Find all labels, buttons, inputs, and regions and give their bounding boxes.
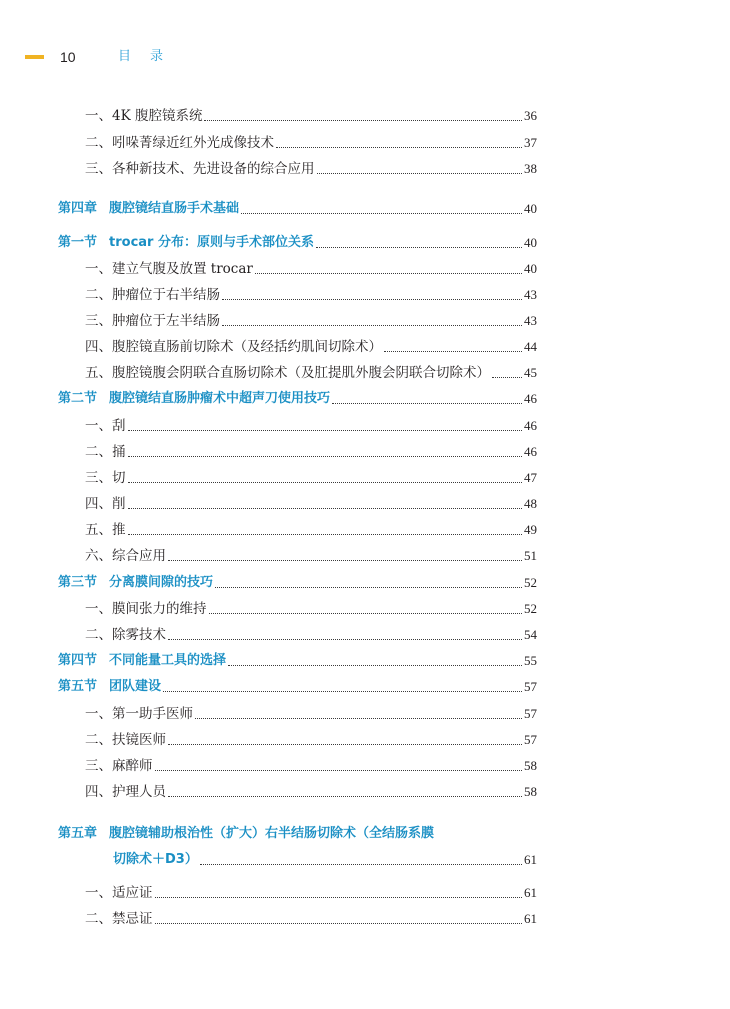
toc-page-number: 52 [524, 601, 537, 616]
toc-entry-inner [85, 259, 537, 279]
toc-leader-dots [276, 147, 522, 148]
toc-entry-sub[interactable] [0, 730, 730, 750]
toc-page-number: 58 [524, 784, 537, 799]
toc-page-number: 43 [524, 287, 537, 302]
toc-entry-inner [85, 106, 537, 126]
toc-page-number: 38 [524, 161, 537, 176]
toc-entry-section[interactable] [0, 651, 730, 671]
toc-page-number: 43 [524, 313, 537, 328]
toc-entry-sub[interactable] [0, 520, 730, 540]
toc-entry-text [85, 416, 126, 436]
toc-entry-text [58, 573, 213, 593]
toc-entry-sub[interactable] [0, 756, 730, 776]
toc-entry-title: 腹腔镜结直肠手术基础 [109, 201, 240, 216]
toc-leader-dots [222, 325, 522, 326]
toc-page-number: 61 [524, 885, 537, 900]
toc-leader-dots [168, 796, 522, 797]
toc-page-number: 47 [524, 470, 537, 485]
toc-entry-sub[interactable] [0, 311, 730, 331]
toc-entry-title: 三、切 [85, 470, 126, 486]
toc-entry-inner [85, 133, 537, 153]
toc-entry-text [85, 311, 220, 331]
toc-entry-inner [85, 494, 537, 514]
toc-entry-sub[interactable] [0, 468, 730, 488]
toc-entry-inner [85, 468, 537, 488]
toc-entry-inner [85, 782, 537, 802]
toc-page-number: 40 [524, 261, 537, 276]
toc-entry-label: 第五节 [58, 679, 98, 694]
toc-entry-sub[interactable] [0, 106, 730, 126]
toc-page-number: 37 [524, 135, 537, 150]
toc-leader-dots [384, 351, 522, 352]
toc-entry-text [85, 782, 166, 802]
toc-leader-dots [128, 534, 523, 535]
toc-entry-sub[interactable] [0, 546, 730, 566]
toc-leader-dots [241, 213, 522, 214]
toc-page-number: 61 [524, 852, 537, 867]
toc-entry-text [85, 259, 253, 279]
toc-entry-inner [85, 756, 537, 776]
toc-leader-dots [492, 377, 522, 378]
toc-entry-text [85, 883, 153, 903]
toc-page-number: 49 [524, 522, 537, 537]
toc-entry-title: 不同能量工具的选择 [109, 653, 227, 668]
header-accent-bar [25, 55, 44, 59]
toc-entry-inner [85, 285, 537, 305]
toc-leader-dots [168, 744, 522, 745]
toc-entry-title: 三、麻醉师 [85, 758, 153, 774]
toc-page-number: 51 [524, 548, 537, 563]
toc-leader-dots [209, 613, 523, 614]
toc-entry-sub[interactable] [0, 259, 730, 279]
toc-entry-text [85, 599, 207, 619]
toc-entry-inner [85, 599, 537, 619]
toc-entry-inner [58, 233, 537, 253]
toc-entry-sub[interactable] [0, 494, 730, 514]
toc-entry-text [85, 546, 166, 566]
toc-entry-title: 团队建设 [109, 679, 162, 694]
toc-entry-sub[interactable] [0, 625, 730, 645]
toc-leader-dots [168, 639, 522, 640]
toc-entry-text [85, 442, 126, 462]
toc-entry-text [85, 520, 126, 540]
toc-entry-title: 一、4K 腹腔镜系统 [85, 108, 203, 124]
toc-entry-inner [85, 442, 537, 462]
toc-page-number: 57 [524, 732, 537, 747]
toc-entry-title: 四、腹腔镜直肠前切除术（及经括约肌间切除术） [85, 339, 382, 355]
toc-entry-section[interactable] [0, 389, 730, 409]
toc-page-number: 46 [524, 391, 537, 406]
toc-page-number: 61 [524, 911, 537, 926]
toc-entry-section[interactable] [0, 233, 730, 253]
toc-entry-text [58, 677, 161, 697]
toc-entry-sub[interactable] [0, 909, 730, 929]
toc-chapter5-title-text: 腹腔镜辅助根治性（扩大）右半结肠切除术（全结肠系膜 [109, 826, 435, 841]
toc-entry-inner [85, 883, 537, 903]
toc-entry-inner [85, 159, 537, 179]
toc-entry-section[interactable] [0, 573, 730, 593]
toc-entry-title: 一、刮 [85, 418, 126, 434]
toc-entry-label: 第四节 [58, 653, 98, 668]
toc-entry-sub[interactable] [0, 363, 730, 383]
toc-entry-title: 二、除雾技术 [85, 627, 166, 643]
toc-entry-title: 一、适应证 [85, 885, 153, 901]
toc-page-number: 48 [524, 496, 537, 511]
toc-entry-title: 一、建立气腹及放置 trocar [85, 261, 253, 277]
toc-entry-sub[interactable] [0, 159, 730, 179]
toc-leader-dots [155, 897, 523, 898]
toc-entry-inner [58, 389, 537, 409]
toc-leader-dots [128, 430, 523, 431]
toc-entry-inner [85, 520, 537, 540]
toc-entry-text [85, 159, 315, 179]
toc-chapter5-title-line2[interactable] [0, 850, 730, 870]
toc-entry-sub[interactable] [0, 782, 730, 802]
toc-entry-inner [58, 651, 537, 671]
toc-entry-text [85, 909, 153, 929]
toc-entry-title: 三、肿瘤位于左半结肠 [85, 313, 220, 329]
toc-entry-chapter[interactable] [0, 199, 730, 219]
toc-page-number: 52 [524, 575, 537, 590]
toc-entry-inner [85, 909, 537, 929]
toc-entry-label: 第三节 [58, 575, 98, 590]
toc-entry-text [85, 730, 166, 750]
toc-page-number: 58 [524, 758, 537, 773]
toc-entry-sub[interactable] [0, 704, 730, 724]
toc-entry-label: 第四章 [58, 201, 98, 216]
toc-chapter5-label: 第五章 [58, 826, 98, 841]
toc-entry-text [58, 651, 226, 671]
toc-entry-inner [85, 546, 537, 566]
toc-page-number: 55 [524, 653, 537, 668]
toc-leader-dots [332, 403, 522, 404]
toc-leader-dots [163, 691, 522, 692]
toc-leader-dots [155, 770, 523, 771]
toc-entry-title: 二、捅 [85, 444, 126, 460]
toc-entry-inner [85, 625, 537, 645]
toc-entry-title: 分离膜间隙的技巧 [109, 575, 214, 590]
toc-entry-sub[interactable] [0, 416, 730, 436]
toc-page-number: 45 [524, 365, 537, 380]
toc-leader-dots [204, 120, 522, 121]
toc-entry-title: trocar 分布：原则与手术部位关系 [109, 235, 314, 250]
toc-entry-inner [85, 363, 537, 383]
toc-entry-title: 五、推 [85, 522, 126, 538]
toc-leader-dots [215, 587, 522, 588]
toc-entry-text [85, 756, 153, 776]
toc-entry-inner [85, 704, 537, 724]
running-title: 目录 [118, 49, 183, 64]
toc-leader-dots [128, 482, 523, 483]
toc-entry-title: 一、第一助手医师 [85, 706, 193, 722]
toc-leader-dots [228, 665, 522, 666]
toc-leader-dots [168, 560, 522, 561]
toc-leader-dots [195, 718, 522, 719]
toc-page-number: 46 [524, 418, 537, 433]
toc-entry-text [85, 468, 126, 488]
toc-leader-dots [128, 508, 523, 509]
toc-entry-title: 一、膜间张力的维持 [85, 601, 207, 617]
toc-page-number: 57 [524, 679, 537, 694]
toc-entry-text [85, 494, 126, 514]
toc-leader-dots [255, 273, 522, 274]
toc-page-number: 46 [524, 444, 537, 459]
toc-entry-title: 三、各种新技术、先进设备的综合应用 [85, 161, 315, 177]
toc-page-number: 57 [524, 706, 537, 721]
toc-leader-dots [222, 299, 522, 300]
toc-entry-title: 腹腔镜结直肠肿瘤术中超声刀使用技巧 [109, 391, 331, 406]
toc-page-number: 40 [524, 235, 537, 250]
toc-entry-title: 二、扶镜医师 [85, 732, 166, 748]
toc-entry-title: 二、禁忌证 [85, 911, 153, 927]
page-number: 10 [60, 49, 76, 65]
toc-entry-inner [85, 311, 537, 331]
toc-entry-inner [85, 730, 537, 750]
toc-entry-text [85, 704, 193, 724]
toc-entry-inner [58, 199, 537, 219]
toc-chapter5-title-line1 [58, 824, 434, 844]
toc-entry-text [85, 337, 382, 357]
toc-entry-title: 四、护理人员 [85, 784, 166, 800]
toc-entry-text [58, 233, 314, 253]
toc-entry-title: 二、吲哚菁绿近红外光成像技术 [85, 135, 274, 151]
toc-entry-sub[interactable] [0, 285, 730, 305]
toc-entry-text [85, 285, 220, 305]
toc-entry-text [85, 133, 274, 153]
toc-entry-sub[interactable] [0, 133, 730, 153]
toc-entry-inner [85, 337, 537, 357]
toc-page-number: 54 [524, 627, 537, 642]
toc-entry-text [85, 106, 202, 126]
toc-entry-title: 二、肿瘤位于右半结肠 [85, 287, 220, 303]
toc-entry-text [58, 389, 330, 409]
toc-leader-dots [317, 173, 523, 174]
toc-entry-title: 五、腹腔镜腹会阴联合直肠切除术（及肛提肌外腹会阴联合切除术） [85, 365, 490, 381]
toc-entry-sub[interactable] [0, 599, 730, 619]
toc-chapter5-title-cont: 切除术＋D3） [113, 852, 198, 867]
toc-leader-dots [128, 456, 523, 457]
toc-entry-text [85, 625, 166, 645]
toc-entry-text [85, 363, 490, 383]
toc-entry-label: 第一节 [58, 235, 98, 250]
toc-entry-sub[interactable] [0, 883, 730, 903]
toc-page-number: 40 [524, 201, 537, 216]
toc-page-number: 44 [524, 339, 537, 354]
toc-entry-inner [58, 573, 537, 593]
toc-entry-section[interactable] [0, 677, 730, 697]
toc-leader-dots [200, 864, 522, 865]
toc-entry-text [58, 199, 239, 219]
toc-entry-label: 第二节 [58, 391, 98, 406]
toc-entry-sub[interactable] [0, 442, 730, 462]
toc-entry-title: 六、综合应用 [85, 548, 166, 564]
toc-entry-inner [85, 416, 537, 436]
toc-page-number: 36 [524, 108, 537, 123]
toc-entry-title: 四、削 [85, 496, 126, 512]
toc-entry-inner [58, 677, 537, 697]
toc-entry-sub[interactable] [0, 337, 730, 357]
toc-leader-dots [316, 247, 522, 248]
toc-leader-dots [155, 923, 523, 924]
